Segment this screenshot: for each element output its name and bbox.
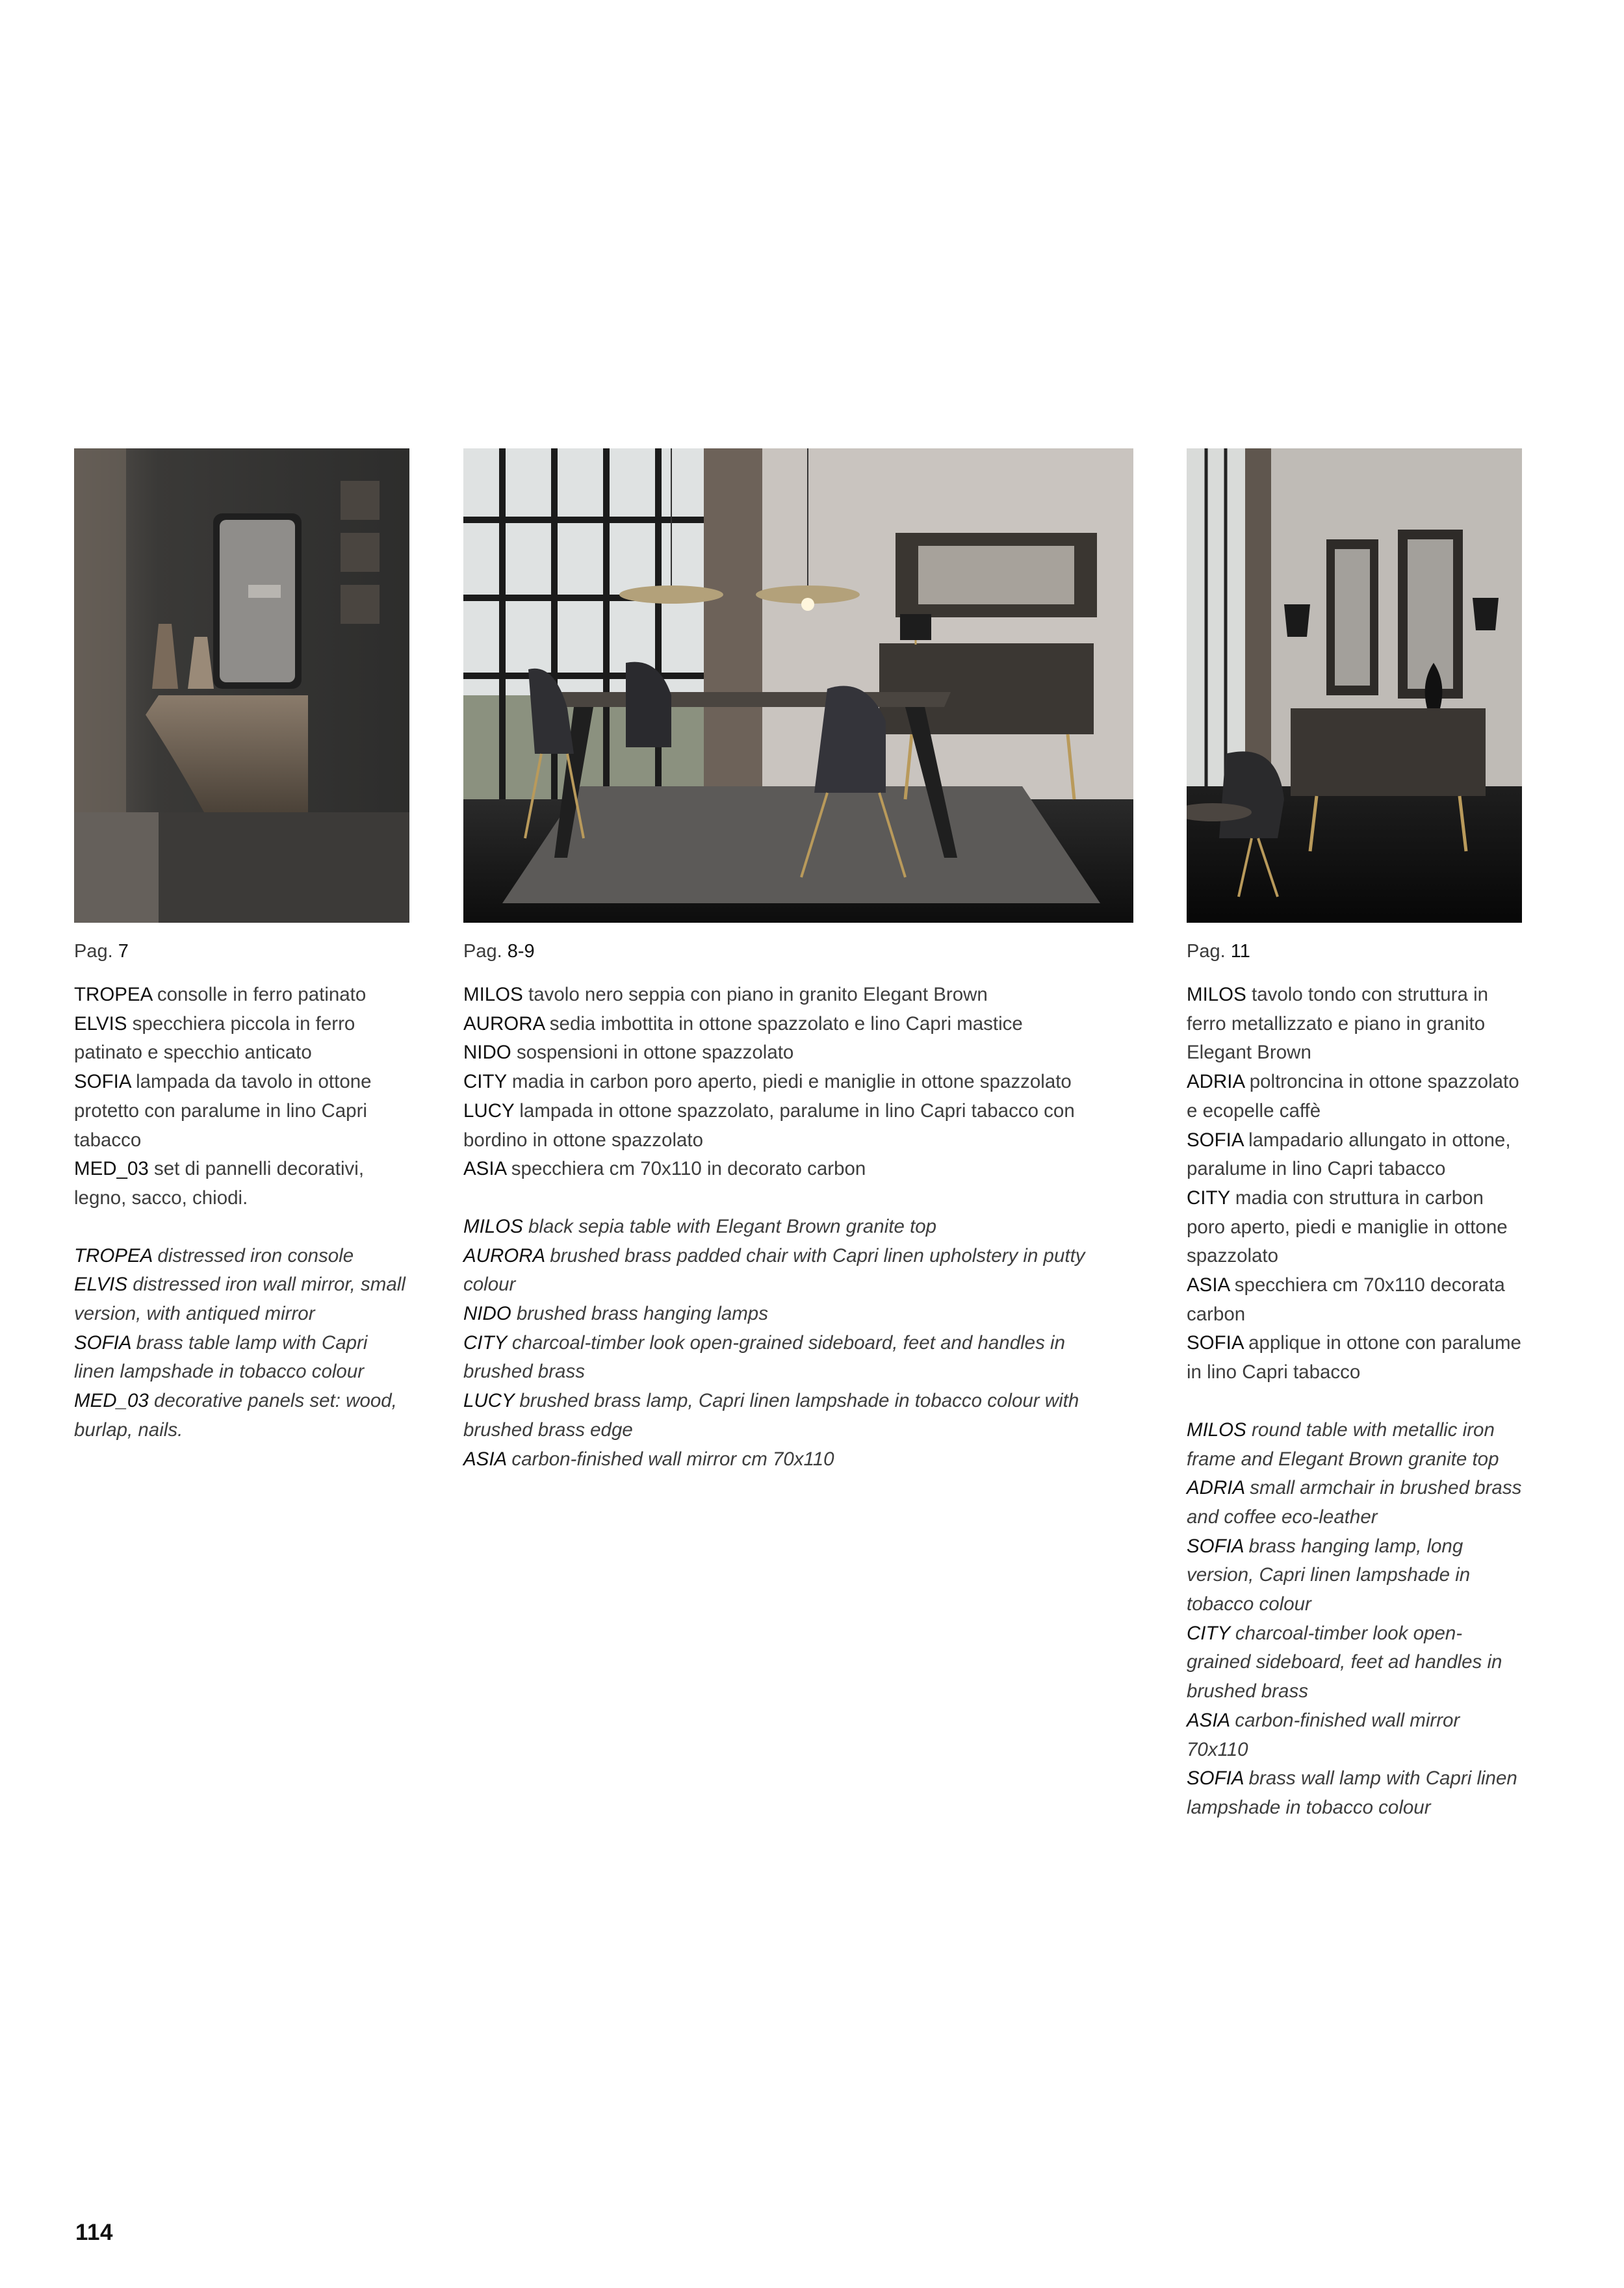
page-reference xyxy=(74,937,409,966)
product-name: ASIA xyxy=(463,1158,506,1180)
page-ref-label: Pag. xyxy=(1187,941,1226,962)
product-name: SOFIA xyxy=(1187,1767,1244,1790)
product-text: tavolo tondo con struttura in ferro metallizzato e piano in granito Elegant Brown xyxy=(1187,984,1489,1064)
product-name: ASIA xyxy=(1187,1709,1230,1731)
product-text: set di pannelli decorativi, legno, sacco, chiodi. xyxy=(74,1158,365,1209)
product-line xyxy=(1187,1532,1522,1619)
product-text: brushed brass hanging lamps xyxy=(511,1303,768,1325)
product-line xyxy=(1187,1764,1522,1822)
product-line xyxy=(1187,1126,1522,1184)
product-text: carbon-finished wall mirror 70x110 xyxy=(1187,1709,1460,1760)
product-name: ADRIA xyxy=(1187,1071,1244,1093)
product-text: consolle in ferro patinato xyxy=(151,984,367,1005)
product-name: NIDO xyxy=(463,1303,511,1325)
catalog-column-2 xyxy=(463,448,1133,1474)
product-name: CITY xyxy=(463,1331,507,1354)
product-line xyxy=(463,1010,1133,1039)
product-name: AURORA xyxy=(463,1012,545,1035)
product-line xyxy=(74,1010,409,1068)
product-text: round table with metallic iron frame and Elegant Brown granite top xyxy=(1187,1419,1499,1470)
product-line xyxy=(463,1387,1133,1445)
product-line xyxy=(74,981,409,1010)
catalog-column-3 xyxy=(1187,448,1522,1823)
product-text: charcoal-timber look open-grained sideboard, feet and handles in brushed brass xyxy=(463,1331,1065,1383)
product-text: tavolo nero seppia con piano in granito Elegant Brown xyxy=(522,984,988,1005)
english-description xyxy=(74,1242,409,1445)
product-text: brushed brass padded chair with Capri linen upholstery in putty colour xyxy=(463,1244,1085,1296)
entryway-console-illustration xyxy=(74,448,409,923)
product-line xyxy=(1187,1706,1522,1764)
product-line xyxy=(1187,1329,1522,1387)
product-line xyxy=(463,1213,1133,1242)
product-name: CITY xyxy=(1187,1622,1230,1644)
product-line xyxy=(1187,981,1522,1068)
product-name: SOFIA xyxy=(1187,1332,1243,1354)
entryway-console-photo xyxy=(74,448,409,923)
catalog-column-1 xyxy=(74,448,409,1445)
product-line xyxy=(1187,1068,1522,1125)
page-reference xyxy=(463,937,1133,966)
product-name: ELVIS xyxy=(74,1012,127,1035)
product-line xyxy=(1187,1619,1522,1706)
page-number: 114 xyxy=(75,2220,113,2245)
product-name: CITY xyxy=(1187,1187,1230,1209)
product-name: MILOS xyxy=(1187,984,1246,1005)
product-name: MILOS xyxy=(463,1215,523,1237)
product-name: SOFIA xyxy=(74,1331,131,1354)
product-line xyxy=(74,1242,409,1271)
dining-room-illustration xyxy=(463,448,1133,923)
product-line xyxy=(74,1387,409,1445)
product-text: applique in ottone con paralume in lino Capri tabacco xyxy=(1187,1332,1521,1383)
product-line xyxy=(74,1155,409,1213)
page-reference xyxy=(1187,937,1522,966)
product-text: specchiera piccola in ferro patinato e specchio anticato xyxy=(74,1012,355,1064)
english-description xyxy=(1187,1416,1522,1823)
product-name: NIDO xyxy=(463,1042,511,1064)
product-name: MILOS xyxy=(463,984,523,1005)
product-line xyxy=(74,1068,409,1155)
product-name: MED_03 xyxy=(74,1158,149,1180)
product-name: TROPEA xyxy=(74,1244,153,1266)
dining-room-photo xyxy=(463,448,1133,923)
product-text: carbon-finished wall mirror cm 70x110 xyxy=(506,1448,834,1470)
product-line xyxy=(463,1155,1133,1184)
product-name: CITY xyxy=(463,1071,507,1093)
product-text: brass hanging lamp, long version, Capri linen lampshade in tobacco colour xyxy=(1187,1535,1471,1615)
page-ref-number: 8-9 xyxy=(507,941,535,962)
italian-description xyxy=(463,981,1133,1184)
product-name: LUCY xyxy=(463,1099,515,1122)
product-line xyxy=(463,1097,1133,1155)
product-text: lampadario allungato in ottone, paralume in lino Capri tabacco xyxy=(1187,1129,1511,1180)
product-text: distressed iron wall mirror, small version, with antiqued mirror xyxy=(74,1274,406,1325)
product-text: black sepia table with Elegant Brown granite top xyxy=(522,1215,937,1237)
page-ref-number: 11 xyxy=(1230,941,1250,962)
product-name: MILOS xyxy=(1187,1419,1246,1441)
product-line xyxy=(463,981,1133,1010)
product-line xyxy=(74,1329,409,1387)
product-text: sospensioni in ottone spazzolato xyxy=(511,1042,794,1064)
product-text: brushed brass lamp, Capri linen lampshade in tobacco colour with brushed brass edge xyxy=(463,1390,1079,1441)
product-name: SOFIA xyxy=(1187,1129,1243,1151)
product-name: ELVIS xyxy=(74,1274,128,1296)
product-line xyxy=(463,1445,1133,1474)
product-text: distressed iron console xyxy=(152,1244,354,1266)
living-room-illustration xyxy=(1187,448,1522,923)
product-name: ADRIA xyxy=(1187,1477,1245,1499)
italian-description xyxy=(1187,981,1522,1387)
product-name: LUCY xyxy=(463,1390,515,1412)
product-line xyxy=(1187,1184,1522,1271)
page-ref-label: Pag. xyxy=(74,941,113,962)
living-room-sideboard-photo xyxy=(1187,448,1522,923)
product-line xyxy=(463,1242,1133,1300)
product-text: decorative panels set: wood, burlap, nails. xyxy=(74,1390,397,1441)
product-text: brass table lamp with Capri linen lampshade in tobacco colour xyxy=(74,1331,368,1383)
product-name: TROPEA xyxy=(74,984,152,1005)
product-line xyxy=(1187,1474,1522,1532)
product-line xyxy=(463,1300,1133,1329)
product-text: sedia imbottita in ottone spazzolato e lino Capri mastice xyxy=(544,1012,1023,1035)
product-name: ASIA xyxy=(1187,1274,1230,1296)
product-text: poltroncina in ottone spazzolato e ecopelle caffè xyxy=(1187,1071,1519,1122)
product-name: MED_03 xyxy=(74,1390,149,1412)
product-text: brass wall lamp with Capri linen lampshade in tobacco colour xyxy=(1187,1767,1517,1818)
page-ref-number: 7 xyxy=(118,941,129,962)
product-text: madia con struttura in carbon poro aperto, piedi e maniglie in ottone spazzolato xyxy=(1187,1187,1508,1267)
page-ref-label: Pag. xyxy=(463,941,502,962)
italian-description xyxy=(74,981,409,1213)
product-text: madia in carbon poro aperto, piedi e maniglie in ottone spazzolato xyxy=(506,1071,1072,1093)
product-text: specchiera cm 70x110 in decorato carbon xyxy=(506,1158,866,1180)
product-line xyxy=(463,1329,1133,1387)
product-line xyxy=(74,1270,409,1328)
product-text: lampada in ottone spazzolato, paralume in lino Capri tabacco con bordino in ottone spazzolato xyxy=(463,1099,1075,1151)
product-name: ASIA xyxy=(463,1448,507,1470)
product-line xyxy=(463,1038,1133,1068)
product-text: small armchair in brushed brass and coffee eco-leather xyxy=(1187,1477,1522,1528)
product-name: SOFIA xyxy=(74,1071,131,1093)
english-description xyxy=(463,1213,1133,1474)
product-text: charcoal-timber look open-grained sideboard, feet ad handles in brushed brass xyxy=(1187,1622,1502,1703)
product-line xyxy=(1187,1416,1522,1474)
product-name: AURORA xyxy=(463,1244,545,1266)
product-line xyxy=(1187,1271,1522,1329)
product-name: SOFIA xyxy=(1187,1535,1244,1557)
product-line xyxy=(463,1068,1133,1097)
product-text: lampada da tavolo in ottone protetto con paralume in lino Capri tabacco xyxy=(74,1071,372,1151)
product-text: specchiera cm 70x110 decorata carbon xyxy=(1187,1274,1505,1325)
